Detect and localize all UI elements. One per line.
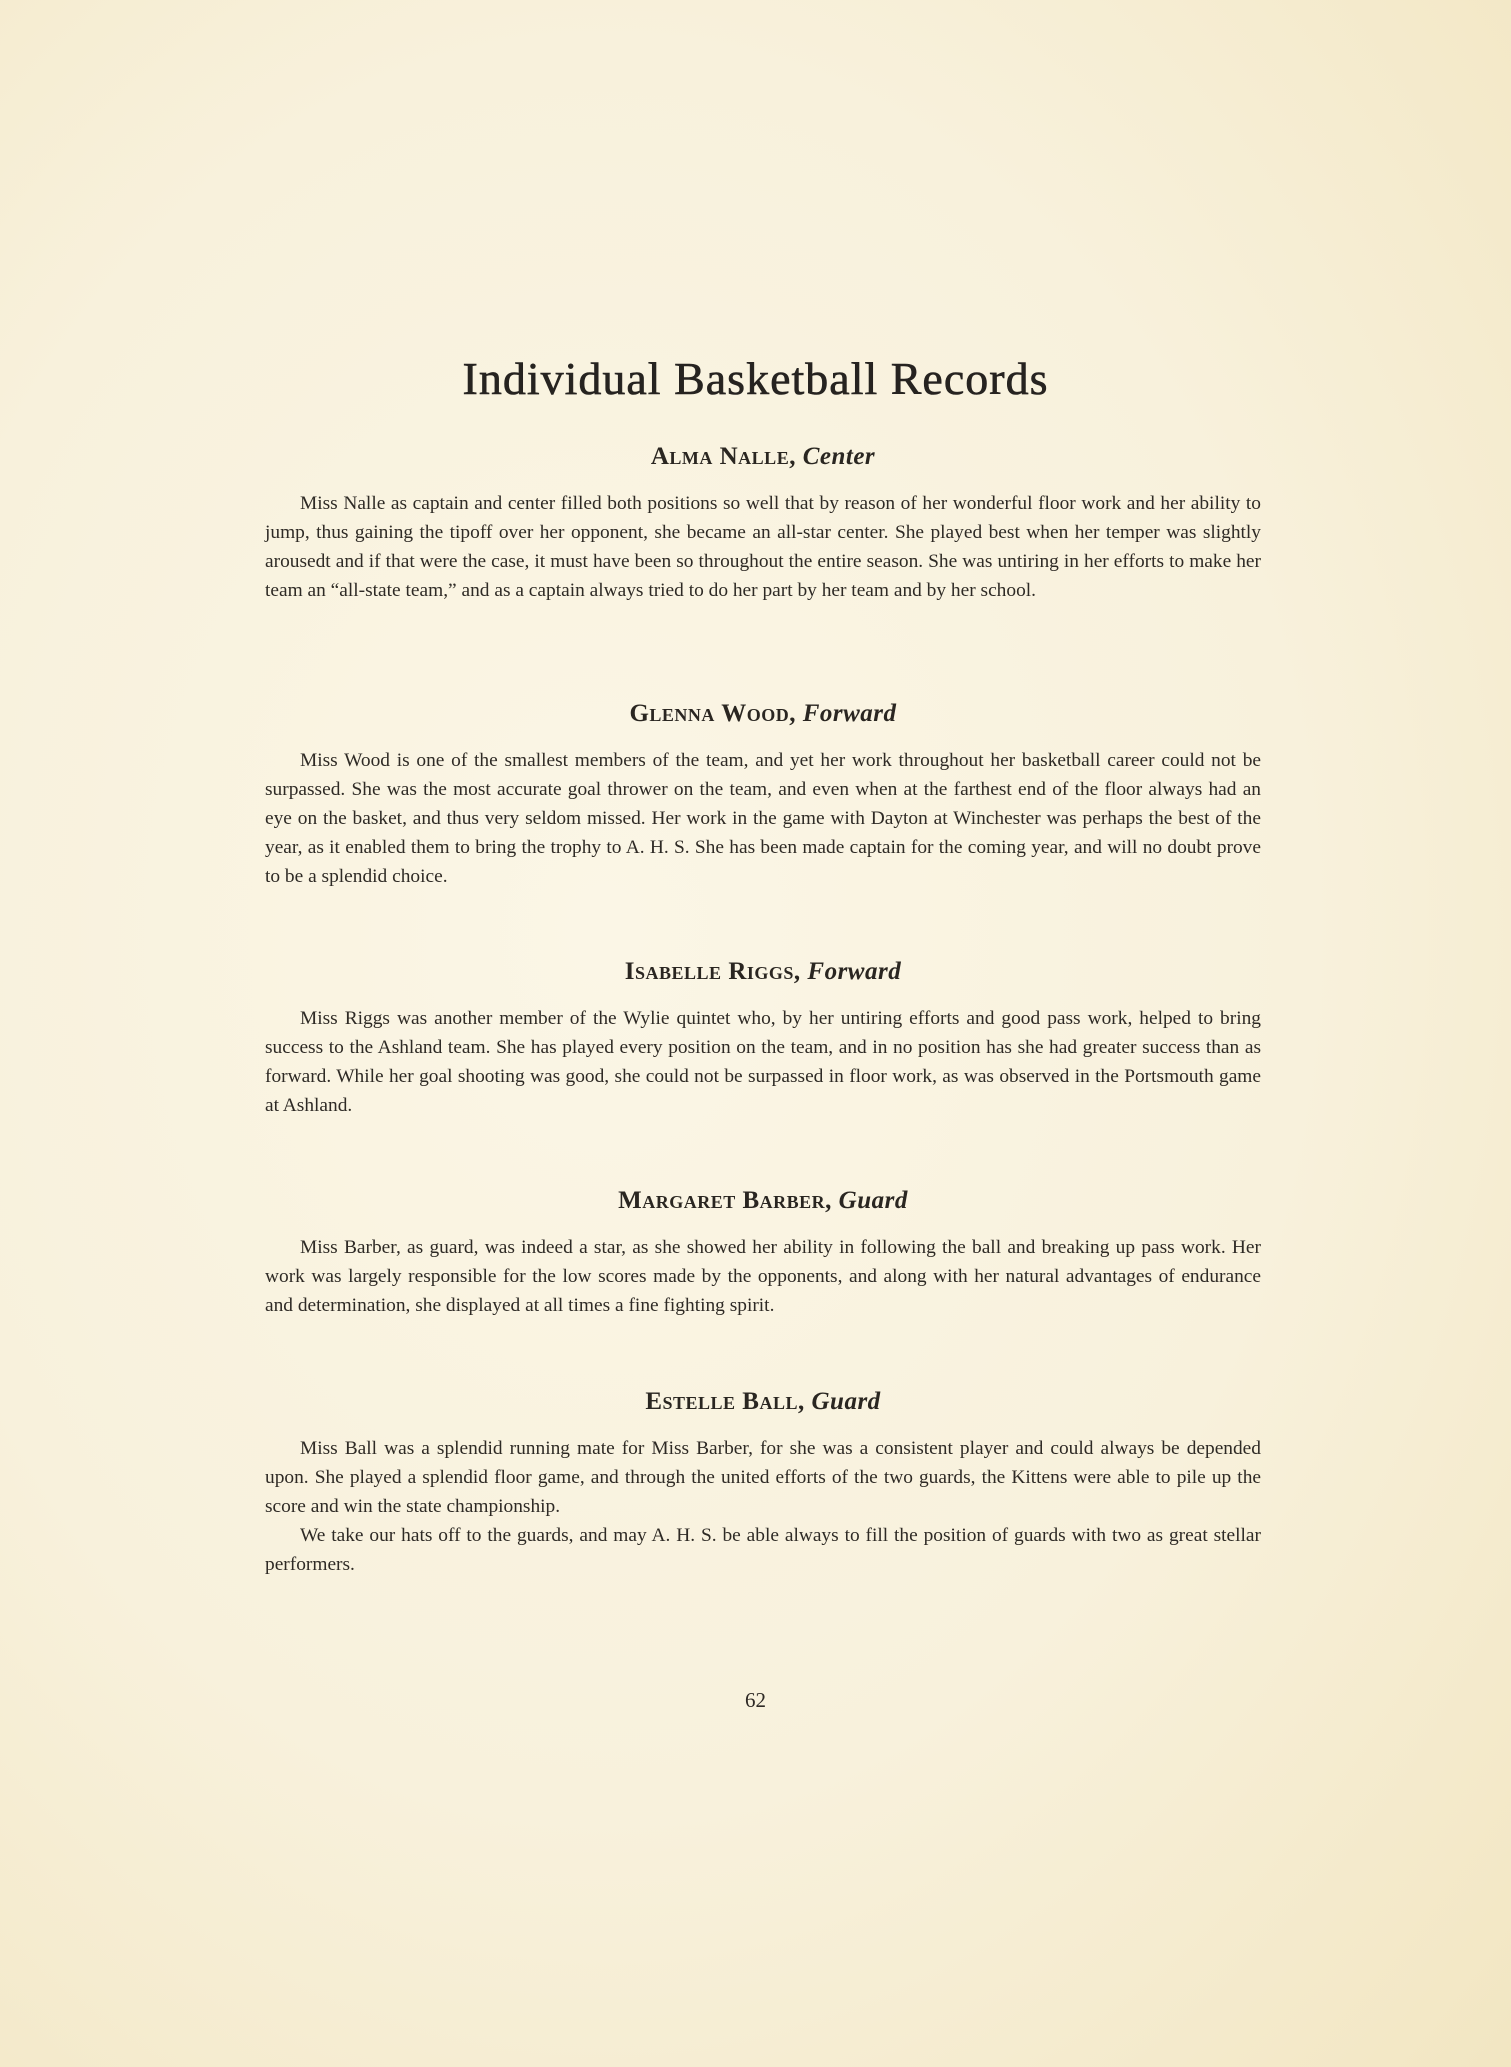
record-paragraph: Miss Wood is one of the smallest members of the team, and yet her work throughout her basketball career could not be surpassed. She was the most accurate goal thrower on the team, and even when at the farthest end of the floor always had an eye on the basket, and thus very seldom missed. Her work in the game with Dayton at Winchester was perhaps the best of the year, as it enabled them to bring the trophy to A. H. S. She has been made captain for the coming year, and will no doubt prove to be a splendid choice.: [265, 750, 1261, 887]
player-name: Glenna Wood,: [629, 700, 796, 727]
record-paragraph: Miss Nalle as captain and center filled both positions so well that by reason of her wonderful floor work and her ability to jump, thus gaining the tipoff over her opponent, she became an all-star center. She played best when her temper was slightly arousedt and if that were the case, it must have been so throughout the entire season. She was untiring in her efforts to make her team an “all-state team,” and as a captain always tried to do her part by her team and by her school.: [265, 493, 1261, 601]
record-alma-nalle: [265, 443, 1261, 605]
record-heading: [265, 1187, 1261, 1215]
player-name: Margaret Barber,: [618, 1187, 832, 1214]
record-margaret-barber: [265, 1187, 1261, 1320]
record-isabelle-riggs: [265, 958, 1261, 1120]
page-title: Individual Basketball Records: [462, 353, 1049, 404]
record-estelle-ball: [265, 1388, 1261, 1579]
player-name: Isabelle Riggs,: [624, 958, 801, 985]
player-position: Forward: [802, 700, 897, 727]
record-paragraph: Miss Riggs was another member of the Wylie quintet who, by her untiring efforts and good pass work, helped to bring success to the Ashland team. She has played every position on the team, and in no position has she had greater success than as forward. While her goal shooting was good, she could not be surpassed in floor work, as was observed in the Portsmouth game at Ashland.: [265, 1008, 1261, 1116]
player-position: Guard: [838, 1187, 908, 1214]
record-heading: [265, 443, 1261, 471]
record-paragraph: Miss Barber, as guard, was indeed a star, as she showed her ability in following the ball and breaking up pass work. Her work was largely responsible for the low scores made by the opponents, and along with her natural advantages of endurance and determination, she displayed at all times a fine fighting spirit.: [265, 1237, 1261, 1316]
record-heading: [265, 1388, 1261, 1416]
page-number: 62: [745, 1688, 766, 1712]
record-paragraph: We take our hats off to the guards, and may A. H. S. be able always to fill the position of guards with two as great stellar performers.: [265, 1525, 1261, 1575]
player-position: Center: [802, 443, 876, 470]
player-name: Alma Nalle,: [650, 443, 796, 470]
record-heading: [265, 958, 1261, 986]
player-name: Estelle Ball,: [645, 1388, 805, 1415]
player-position: Guard: [811, 1388, 881, 1415]
player-position: Forward: [807, 958, 902, 985]
record-glenna-wood: [265, 700, 1261, 891]
record-heading: [265, 700, 1261, 728]
record-paragraph: Miss Ball was a splendid running mate for Miss Barber, for she was a consistent player and could always be depended upon. She played a splendid floor game, and through the united efforts of the two guards, the Kittens were able to pile up the score and win the state championship.: [265, 1438, 1261, 1517]
